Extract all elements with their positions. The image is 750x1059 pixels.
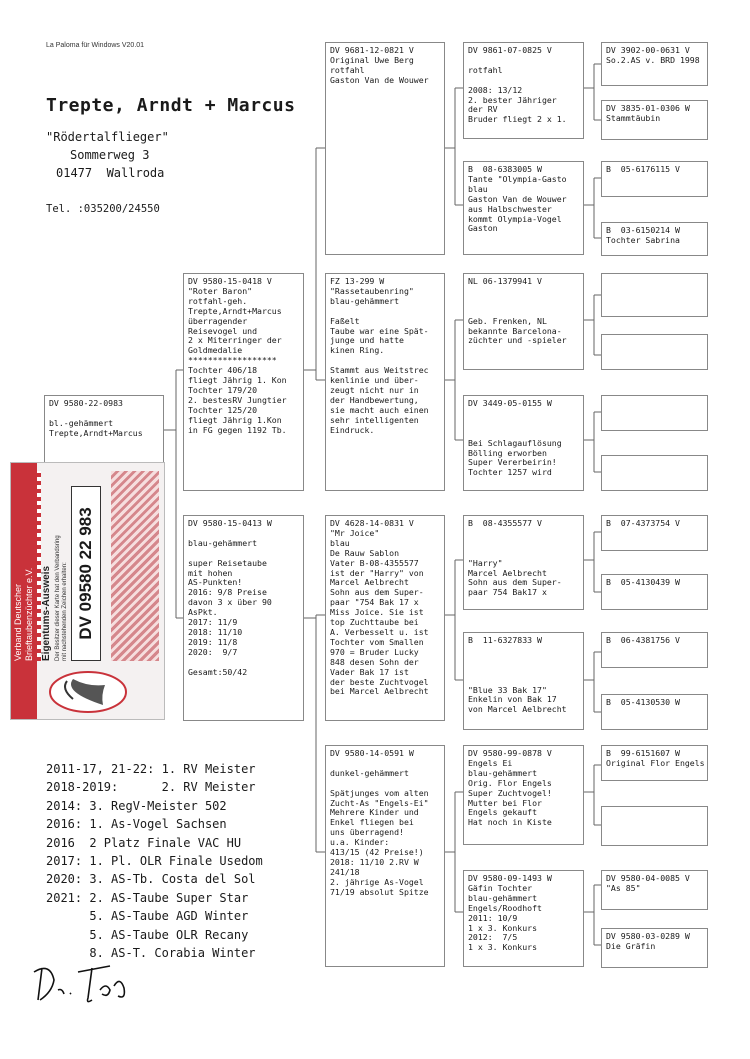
pedigree-dam-sire: DV 4628-14-0831 V "Mr Joice" blau De Rauw Sablon Vater B-08-4355577 ist der "Harry" von Marcel Aelbrecht Sohn aus dem Super- paar "754 Bak 17 x Miss Joice. Sie ist top Zuchttaube bei A. Verbesselt u. ist Tochter vom Smallen 970 = Bruder Lucky 848 desen Sohn der Vader Bak 17 ist der beste Zuchtvogel bei Marcel Aelbrecht <box>325 515 445 721</box>
pedigree-g4-8 <box>601 455 708 491</box>
pedigree-g3-4: DV 3449-05-0155 W Bei Schlagauflösung Bölling erworben Super Vererbeirin! Tochter 1257 wird <box>463 395 584 491</box>
pedigree-g4-10: B 05-4130439 W <box>601 574 708 610</box>
pedigree-sire-sire: DV 9681-12-0821 V Original Uwe Berg rotfahl Gaston Van de Wouwer <box>325 42 445 255</box>
pedigree-g3-1: DV 9861-07-0825 V rotfahl 2008: 13/12 2. bester Jähriger der RV Bruder fliegt 2 x 1. <box>463 42 584 139</box>
pedigree-g3-6: B 11-6327833 W "Blue 33 Bak 17" Enkelin von Bak 17 von Marcel Aelbrecht <box>463 632 584 730</box>
achievement-item: 5. AS-Taube AGD Winter <box>46 909 249 924</box>
app-title: La Paloma für Windows V20.01 <box>46 42 145 49</box>
pedigree-g4-16: DV 9580-03-0289 W Die Gräfin <box>601 928 708 968</box>
pedigree-g4-13: B 99-6151607 W Original Flor Engels <box>601 745 708 781</box>
pedigree-g4-7 <box>601 395 708 431</box>
ownership-card <box>10 462 165 720</box>
achievements-list <box>46 760 263 962</box>
pedigree-g4-2: DV 3835-01-0306 W Stammtäubin <box>601 100 708 140</box>
pedigree-g3-5: B 08-4355577 V "Harry" Marcel Aelbrecht Sohn aus dem Super- paar 754 Bak17 x <box>463 515 584 610</box>
pedigree-g4-14 <box>601 806 708 846</box>
achievement-item: 2017: 1. Pl. OLR Finale Usedom <box>46 854 263 869</box>
pedigree-g4-9: B 07-4373754 V <box>601 515 708 551</box>
achievement-item: 5. AS-Taube OLR Recany <box>46 927 249 942</box>
pedigree-g4-6 <box>601 334 708 370</box>
pedigree-g3-2: B 08-6383005 W Tante "Olympia-Gasto blau Gaston Van de Wouwer aus Halbschwester kommt Olympia-Vogel Gaston <box>463 161 584 255</box>
achievement-item: 2021: 2. AS-Taube Super Star <box>46 890 249 905</box>
achievement-item: 2014: 3. RegV-Meister 502 <box>46 798 227 813</box>
card-org: Verband Deutscher Brieftaubenzüchter e.V. <box>13 567 34 661</box>
pedigree-g4-15: DV 9580-04-0085 V "As 85" <box>601 870 708 910</box>
pedigree-g4-3: B 05-6176115 V <box>601 161 708 197</box>
pedigree-g4-4: B 03-6150214 W Tochter Sabrina <box>601 222 708 256</box>
achievement-item: 2011-17, 21-22: 1. RV Meister <box>46 762 256 776</box>
owner-club: "Rödertalflieger" <box>46 130 169 144</box>
card-note: Der Besitzer dieser Karte hat den Verbandsring mit nachstehenden Zeichen erhalten: <box>55 535 68 661</box>
pedigree-sire-dam: FZ 13-299 W "Rassetaubenring" blau-gehämmert Faßelt Taube war eine Spät- junge und hatte kinen Ring. Stammt aus Weitstrec kenlinie und über- zeugt nicht nur in der Handbewertung, sie macht auch einen sehr intelligenten Eindruck. <box>325 273 445 491</box>
pedigree-g4-1: DV 3902-00-0631 V So.2.AS v. BRD 1998 <box>601 42 708 86</box>
owner-city: 01477 Wallroda <box>56 166 165 180</box>
pedigree-dam: DV 9580-15-0413 W blau-gehämmert super Reisetaube mit hohen AS-Punkten! 2016: 9/8 Preise davon 3 x über 90 AsPkt. 2017: 11/9 2018: 11/10 2019: 11/8 2020: 9/7 Gesamt:50/42 <box>183 515 304 721</box>
card-ring-number: DV 09580 22 983 <box>71 486 101 661</box>
owner-phone: Tel. :035200/24550 <box>46 203 160 215</box>
card-security-pattern <box>111 471 159 661</box>
pedigree-dam-dam: DV 9580-14-0591 W dunkel-gehämmert Spätjunges vom alten Zucht-As "Engels-Ei" Mehrere Kinder und Enkel fliegen bei uns überragend! u.a. Kinder: 413/15 (42 Preise!) 2018: 11/10 2.RV W 241/18 2. jährige As-Vogel 71/19 absolut Spitze <box>325 745 445 967</box>
pedigree-g4-11: B 06-4381756 V <box>601 632 708 668</box>
owner-street: Sommerweg 3 <box>70 148 150 162</box>
signature-icon <box>30 960 140 1005</box>
pigeon-logo-icon <box>43 667 133 717</box>
card-title: Eigentums-Ausweis <box>41 565 52 661</box>
owner-name: Trepte, Arndt + Marcus <box>46 95 296 116</box>
pedigree-sire: DV 9580-15-0418 V "Roter Baron" rotfahl-geh. Trepte,Arndt+Marcus überragender Reisevogel und 2 x Miterringer der Goldmedalie ****************** Tochter 406/18 fliegt Jährig 1. Kon Tochter 179/20 2. bestesRV Jungtier Tochter 125/20 fliegt Jährig 1.Kon in FG gegen 1192 Tb. <box>183 273 304 491</box>
pedigree-g3-8: DV 9580-09-1493 W Gäfin Tochter blau-gehämmert Engels/Roodhoft 2011: 10/9 1 x 3. Konkurs 2012: 7/5 1 x 3. Konkurs <box>463 870 584 967</box>
pedigree-g4-5 <box>601 273 708 317</box>
achievement-item: 8. AS-T. Corabia Winter <box>46 946 256 961</box>
achievement-item: 2016: 1. As-Vogel Sachsen <box>46 817 227 832</box>
pedigree-g4-12: B 05-4130530 W <box>601 694 708 730</box>
achievement-item: 2018-2019: 2. RV Meister <box>46 780 256 795</box>
pedigree-subject: DV 9580-22-0983 bl.-gehämmert Trepte,Arndt+Marcus <box>44 395 164 463</box>
pedigree-g3-7: DV 9580-99-0878 V Engels Ei blau-gehämmert Orig. Flor Engels Super Zuchtvogel! Mutter bei Flor Engels gekauft Hat noch in Kiste <box>463 745 584 845</box>
achievement-item: 2020: 3. AS-Tb. Costa del Sol <box>46 872 256 887</box>
achievement-item: 2016 2 Platz Finale VAC HU <box>46 835 242 850</box>
pedigree-g3-3: NL 06-1379941 V Geb. Frenken, NL bekannte Barcelona- züchter und -spieler <box>463 273 584 370</box>
